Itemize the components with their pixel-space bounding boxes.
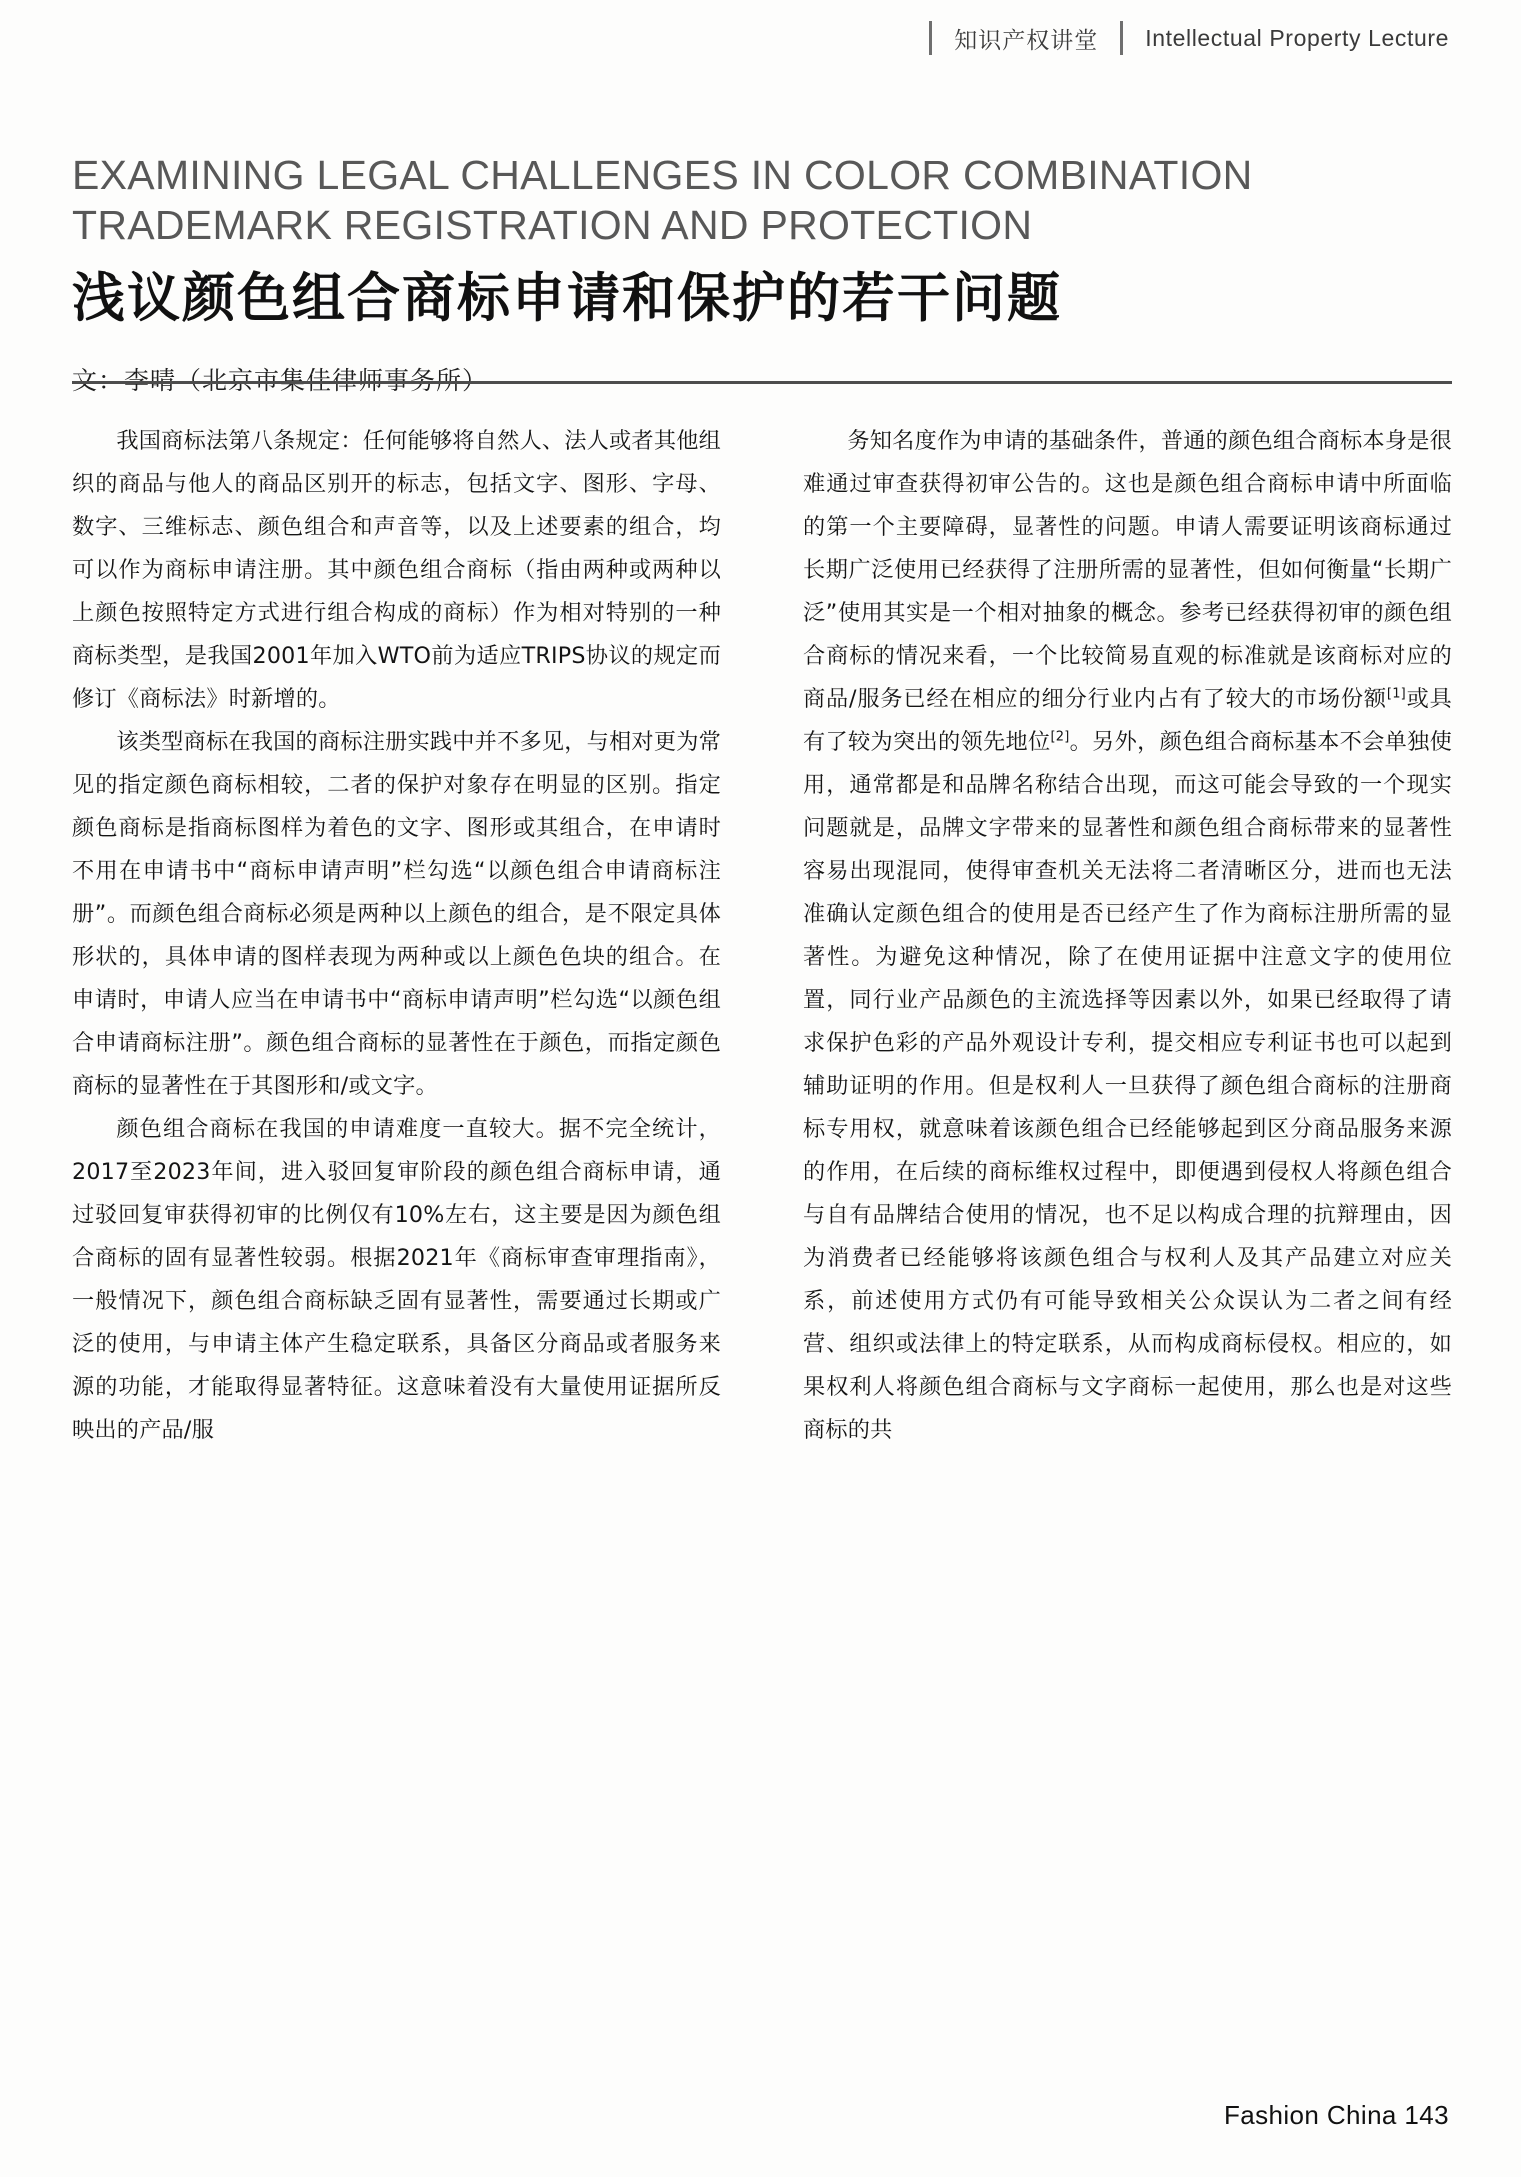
footnote-marker: [2] — [1050, 729, 1070, 745]
article-body — [72, 420, 1452, 2050]
article-title-en-line1: EXAMINING LEGAL CHALLENGES IN COLOR COMBINATION — [72, 152, 1253, 198]
article-title-en-line2: TRADEMARK REGISTRATION AND PROTECTION — [72, 202, 1033, 249]
article-title-cn: 浅议颜色组合商标申请和保护的若干问题 — [72, 268, 1062, 330]
page-footer: Fashion China 143 — [1223, 2100, 1449, 2130]
header-divider-left-icon — [929, 21, 932, 55]
paragraph: 务知名度作为申请的基础条件，普通的颜色组合商标本身是很难通过审查获得初审公告的。这也是颜色组合商标申请中所面临的第一个主要障碍，显著性的问题。申请人需要证明该商标通过长期广泛使用已经获得了注册所需的显著性，但如何衡量“长期广泛”使用其实是一个相对抽象的概念。参考已经获得初审的颜色组合商标的情况来看，一个比较简易直观的标准就是该商标对应的商品/服务已经在相应的细分行业内占有了较大的市场份额[1]或具有了较为突出的领先地位[2]。另外，颜色组合商标基本不会单独使用，通常都是和品牌名称结合出现，而这可能会导致的一个现实问题就是，品牌文字带来的显著性和颜色组合商标带来的显著性容易出现混同，使得审查机关无法将二者清晰区分，进而也无法准确认定颜色组合的使用是否已经产生了作为商标注册所需的显著性。为避免这种情况，除了在使用证据中注意文字的使用位置，同行业产品颜色的主流选择等因素以外，如果已经取得了请求保护色彩的产品外观设计专利，提交相应专利证书也可以起到辅助证明的作用。但是权利人一旦获得了颜色组合商标的注册商标专用权，就意味着该颜色组合已经能够起到区分商品服务来源的作用，在后续的商标维权过程中，即便遇到侵权人将颜色组合与自有品牌结合使用的情况，也不足以构成合理的抗辩理由，因为消费者已经能够将该颜色组合与权利人及其产品建立对应关系，前述使用方式仍有可能导致相关公众误认为二者之间有经营、组织或法律上的特定联系，从而构成商标侵权。相应的，如果权利人将颜色组合商标与文字商标一起使用，那么也是对这些商标的共 — [803, 428, 1452, 1443]
paragraph: 颜色组合商标在我国的申请难度一直较大。据不完全统计，2017至2023年间，进入驳回复审阶段的颜色组合商标申请，通过驳回复审获得初审的比例仅有10%左右，这主要是因为颜色组合商标的固有显著性较弱。根据2021年《商标审查审理指南》，一般情况下，颜色组合商标缺乏固有显著性，需要通过长期或广泛的使用，与申请主体产生稳定联系，具备区分商品或者服务来源的功能，才能取得显著特征。这意味着没有大量使用证据所反映出的产品/服 — [72, 1116, 721, 1443]
article-title-block — [72, 150, 1452, 397]
header-divider-right-icon — [1120, 21, 1123, 55]
title-divider — [72, 381, 1452, 384]
paragraph: 该类型商标在我国的商标注册实践中并不多见，与相对更为常见的指定颜色商标相较，二者的保护对象存在明显的区别。指定颜色商标是指商标图样为着色的文字、图形或其组合，在申请时不用在申请书中“商标申请声明”栏勾选“以颜色组合申请商标注册”。而颜色组合商标必须是两种以上颜色的组合，是不限定具体形状的，具体申请的图样表现为两种或以上颜色色块的组合。在申请时，申请人应当在申请书中“商标申请声明”栏勾选“以颜色组合申请商标注册”。颜色组合商标的显著性在于颜色，而指定颜色商标的显著性在于其图形和/或文字。 — [72, 729, 721, 1099]
page-header — [0, 8, 1521, 68]
footnote-marker: [1] — [1386, 686, 1406, 702]
article-byline — [72, 361, 1452, 397]
header-inner — [929, 21, 1449, 55]
paragraph: 我国商标法第八条规定：任何能够将自然人、法人或者其他组织的商品与他人的商品区别开的标志，包括文字、图形、字母、数字、三维标志、颜色组合和声音等，以及上述要素的组合，均可以作为商标申请注册。其中颜色组合商标（指由两种或两种以上颜色按照特定方式进行组合构成的商标）作为相对特别的一种商标类型，是我国2001年加入WTO前为适应TRIPS协议的规定而修订《商标法》时新增的。 — [72, 428, 721, 712]
header-section-label-en: Intellectual Property Lecture — [1145, 24, 1449, 51]
body-column-left — [72, 420, 721, 2050]
header-section-label-cn: 知识产权讲堂 — [954, 27, 1099, 54]
body-column-right — [803, 420, 1452, 2050]
